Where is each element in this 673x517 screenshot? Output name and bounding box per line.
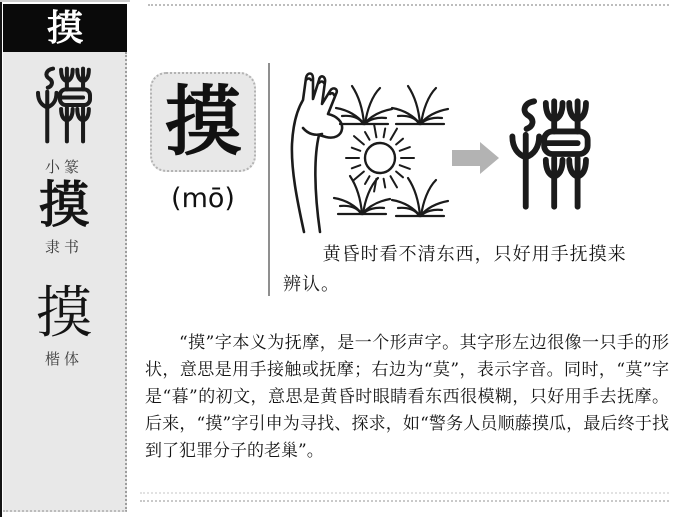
script-block-seal xyxy=(3,64,125,177)
regular-script-glyph: 摸 xyxy=(36,281,92,346)
bottom-dotted-rule xyxy=(140,492,669,494)
illustration-hand-sun-grass xyxy=(282,66,454,234)
illustration-caption xyxy=(283,240,673,300)
bottom-dotted-rule xyxy=(140,500,669,502)
sidebar-body xyxy=(3,52,127,512)
pinyin-label: (mō) xyxy=(171,183,235,214)
script-sidebar xyxy=(3,4,127,512)
vertical-divider xyxy=(268,63,270,296)
seal-character-large xyxy=(504,88,596,220)
clerical-script-glyph: 摸 xyxy=(39,175,89,234)
hand-icon xyxy=(292,74,342,233)
script-label-clerical: 隶书 xyxy=(44,238,83,256)
page-border xyxy=(0,0,2,517)
headword-sidebar: 摸 xyxy=(46,7,83,49)
script-label-regular: 楷体 xyxy=(44,350,83,368)
seal-script-icon xyxy=(32,64,96,146)
page-edge-line xyxy=(0,0,130,2)
caption-line: 黄昏时看不清东西，只好用手抚摸来 xyxy=(322,244,627,265)
arrow-right-icon xyxy=(452,142,499,174)
script-block-regular xyxy=(3,281,125,369)
main-content xyxy=(130,0,673,517)
script-label-seal: 小篆 xyxy=(44,158,83,176)
script-block-clerical xyxy=(3,175,125,257)
etymology-paragraph: “摸”字本义为抚摩，是一个形声字。其字形左边很像一只手的形状，意思是用手接触或抚摩；右边为“莫”，表示字音。同时，“莫”字是“暮”的初文，意思是黄昏时眼睛看东西很模糊，只好用手去抚摩。后来，“摸”字引申为寻找、探求，如“警务人员顺藤摸瓜，最后终于找到了犯罪分子的老巢”。 xyxy=(145,333,669,461)
sun-icon xyxy=(346,125,414,192)
sidebar-header xyxy=(3,4,127,52)
caption-line: 辨认。 xyxy=(283,274,340,295)
grass-icon xyxy=(334,86,448,216)
headword-character: 摸 xyxy=(165,77,241,166)
top-dotted-rule xyxy=(148,4,669,6)
headword-box xyxy=(150,72,256,172)
